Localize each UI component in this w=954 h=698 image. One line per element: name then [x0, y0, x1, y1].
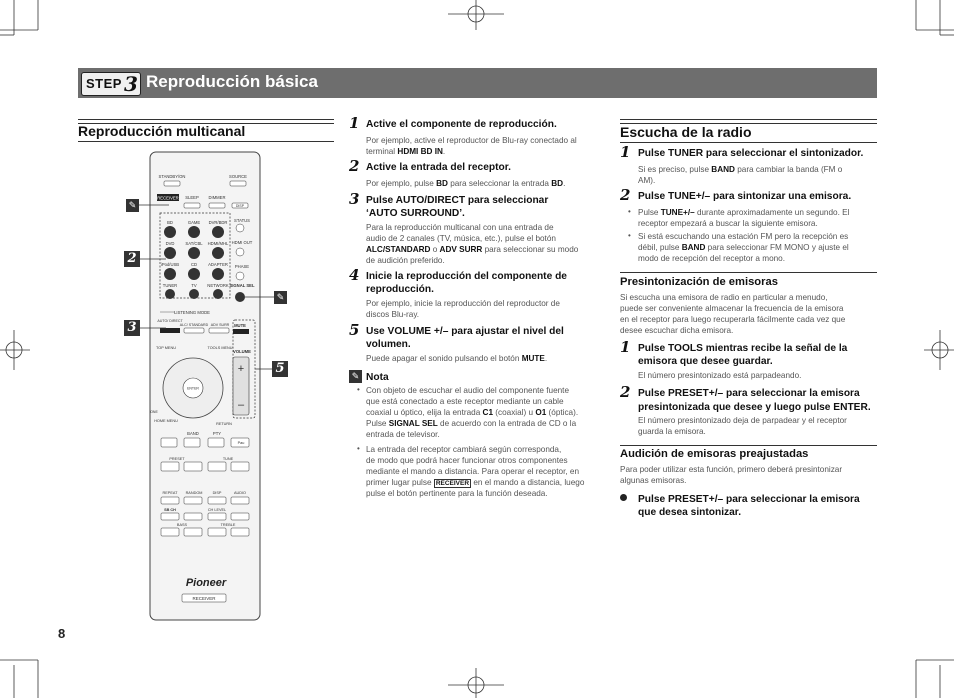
remote-receiver-key: RECEIVER	[157, 195, 179, 201]
callout-2: 2	[124, 251, 140, 267]
remote-input-hdmi: HDMI/MHL	[207, 241, 229, 246]
radio-bullet-2: •	[628, 231, 631, 240]
mid-step5-title-1: Use VOLUME +/– para ajustar el nivel del	[366, 326, 564, 337]
remote-home-menu: HOME MENU	[154, 419, 178, 423]
radio-step2-number: 2	[620, 186, 631, 204]
remote-bass: BASS	[176, 523, 188, 527]
mid-step1-desc: Por ejemplo, active el reproductor de Blu-ray conectado al terminal HDMI BD IN.	[366, 136, 577, 156]
radio-step2-title: Pulse TUNE+/– para sintonizar una emisora.	[638, 191, 852, 202]
mid-step2-title: Active la entrada del receptor.	[366, 162, 511, 173]
mid-step2-desc: Por ejemplo, pulse BD para seleccionar la entrada BD.	[366, 179, 566, 188]
right-section-title: Escucha de la radio	[620, 124, 752, 140]
remote-note-icon-left: ✎	[126, 199, 139, 212]
left-section-title: Reproducción multicanal	[78, 123, 246, 139]
note1-line-2: que está conectado a este receptor mediante un cable	[366, 397, 564, 406]
mid-step1-title: Active el componente de reproducción.	[366, 119, 557, 130]
listen-section-title: Audición de emisoras preajustadas	[620, 448, 809, 460]
listen-rule	[620, 445, 877, 446]
listen-desc-1: Para poder utilizar esta función, primero deberá presintonizar	[620, 465, 843, 474]
remote-input-tv: TV	[191, 283, 197, 288]
remote-audio: AUDIO	[233, 491, 247, 495]
listen-bullet	[620, 494, 627, 501]
preset-step1-number: 1	[620, 338, 631, 356]
remote-brand-logo: Pioneer	[185, 577, 227, 589]
note-bullet-1: •	[357, 385, 360, 394]
radio-b2-line-3: modo de recepción del receptor a mono.	[638, 254, 786, 263]
preset-step1-title-1: Pulse TOOLS mientras recibe la señal de la	[638, 343, 848, 354]
note1-line-5: entrada de televisor.	[366, 430, 440, 439]
remote-input-network: NETWORK	[207, 283, 229, 288]
leader-line-5	[255, 365, 273, 375]
leader-line-left	[139, 200, 169, 210]
note2-line-1: La entrada del receptor cambiará según corresponda,	[366, 445, 562, 454]
remote-repeat: REPEAT	[162, 491, 178, 495]
radio-b2-line-1: Si está escuchando una estación FM pero la recepción es	[638, 232, 849, 241]
preset-desc-4: desee escuchar dicha emisora.	[620, 326, 734, 335]
mid-step3-number: 3	[349, 190, 360, 208]
preset-desc-2: puede ser conveniente almacenar la frecuencia de la emisora	[620, 304, 844, 313]
preset-step2-desc-2: guarda la emisora.	[638, 427, 706, 436]
right-title-underline	[620, 142, 877, 143]
mid-step2-number: 2	[349, 157, 360, 175]
preset-section-title: Presintonización de emisoras	[620, 276, 778, 288]
radio-step1-desc-1: Si es preciso, pulse BAND para cambiar la banda (FM o	[638, 165, 843, 174]
note1-line-3: coaxial u óptico, elija la entrada C1 (coaxial) u O1 (óptica).	[366, 408, 579, 417]
remote-listening-mode-label: LISTENING MODE	[174, 310, 210, 315]
remote-random: RANDOM	[185, 491, 203, 495]
leader-line-right	[245, 292, 275, 302]
preset-desc-3: en el receptor para luego recuperarla fácilmente cada vez que	[620, 315, 846, 324]
listen-desc-2: algunas emisoras.	[620, 476, 687, 485]
preset-step2-number: 2	[620, 383, 631, 401]
radio-step1-number: 1	[620, 143, 631, 161]
radio-b1-line-1: Pulse TUNE+/– durante aproximadamente un segundo. El	[638, 208, 850, 217]
leader-line-3	[140, 324, 166, 334]
remote-tools-menu: TOOLS MENU	[207, 346, 233, 350]
remote-treble: TREBLE	[220, 523, 236, 527]
left-title-rule	[78, 119, 334, 124]
preset-step2-title-1: Pulse PRESET+/– para seleccionar la emisora	[638, 388, 860, 399]
remote-signalsel-label: SIGNAL SEL	[229, 283, 255, 288]
remote-one: ONE	[150, 410, 158, 414]
radio-step1-title: Pulse TUNER para seleccionar el sintonizador.	[638, 148, 864, 159]
radio-b2-line-2: débil, pulse BAND para seleccionar FM MONO y ajuste el	[638, 243, 849, 252]
preset-step2-title-2: presintonizada que desee y luego pulse ENTER.	[638, 402, 871, 413]
preset-step1-title-2: emisora que desee guardar.	[638, 356, 773, 367]
note-bullet-2: •	[357, 444, 360, 453]
step-word: STEP	[86, 76, 122, 91]
remote-hdmiout-label: HDMI OUT	[231, 240, 253, 245]
remote-lm-alc: ALC/ STANDARD	[179, 323, 209, 327]
remote-control-illustration	[120, 150, 270, 622]
mid-step3-desc-4: de audición preferido.	[366, 256, 445, 265]
mid-step3-desc-1: Para la reproducción multicanal con una entrada de	[366, 223, 554, 232]
note-title: Nota	[366, 372, 389, 383]
callout-5: 5	[272, 361, 288, 377]
remote-band-label: BAND	[187, 431, 199, 436]
remote-phase-label: PHASE	[234, 264, 250, 269]
callout-3: 3	[124, 320, 140, 336]
remote-pty-label: PTY	[212, 431, 222, 436]
note1-line-1: Con objeto de escuchar el audio del componente fuente	[366, 386, 570, 395]
listen-step-title-2: que desea sintonizar.	[638, 507, 742, 518]
remote-enter-label: ENTER	[187, 386, 199, 391]
remote-lm-adv: ADV SURR	[210, 323, 230, 327]
mid-step4-desc-1: Por ejemplo, inicie la reproducción del reproductor de	[366, 299, 560, 308]
note2-line-2: de modo que podrá hacer funcionar otros componentes	[366, 456, 568, 465]
preset-rule	[620, 272, 877, 273]
mid-step4-number: 4	[349, 266, 360, 284]
remote-return: RETURN	[216, 422, 232, 426]
preset-desc-1: Si escucha una emisora de radio en particular a menudo,	[620, 293, 828, 302]
remote-tune-label: TUNE	[222, 457, 234, 461]
mid-step5-number: 5	[349, 321, 360, 339]
remote-disp2: DISP	[212, 491, 222, 495]
listen-step-title-1: Pulse PRESET+/– para seleccionar la emisora	[638, 494, 860, 505]
step-badge	[81, 72, 141, 96]
remote-mute-label: MUTE	[234, 323, 246, 328]
mid-step3-desc-3: ALC/STANDARD o ADV SURR para seleccionar su modo	[366, 245, 579, 254]
remote-pause-label: Pau	[237, 441, 245, 445]
step-number: 3	[124, 72, 138, 96]
remote-input-cd: CD	[190, 262, 198, 267]
mid-step3-desc-2: audio de 2 canales (TV, música, etc.), pulse el botón	[366, 234, 556, 243]
radio-bullet-1: •	[628, 207, 631, 216]
remote-input-ipod: iPod/USB	[160, 262, 180, 267]
mid-step3-title-2: ‘AUTO SURROUND’.	[366, 208, 465, 219]
mid-step4-title-1: Inicie la reproducción del componente de	[366, 271, 567, 282]
preset-step1-desc: El número presintonizado está parpadeando.	[638, 371, 802, 380]
mid-step5-desc: Puede apagar el sonido pulsando el botón MUTE.	[366, 354, 548, 363]
remote-lm-auto: AUTO/ DIRECT	[157, 319, 183, 323]
page-number: 8	[58, 626, 66, 641]
remote-dimmer-label: DIMMER	[208, 195, 226, 200]
mid-step5-title-2: volumen.	[366, 339, 411, 350]
remote-sbch: SB CH	[164, 508, 176, 512]
mid-step4-title-2: reproducción.	[366, 284, 434, 295]
remote-source-label: SOURCE	[229, 174, 247, 179]
remote-receiver-button: RECEIVER	[192, 596, 216, 601]
remote-disp-label: DISP	[235, 204, 245, 208]
remote-status-label: STATUS	[234, 218, 250, 223]
remote-input-bd: BD	[167, 220, 173, 225]
remote-preset-label: PRESET	[169, 457, 185, 461]
remote-volume-label: VOLUME	[233, 349, 251, 354]
remote-note-icon-right: ✎	[274, 291, 287, 304]
radio-step1-desc-2: AM).	[638, 176, 656, 185]
note2-line-3: mediante el mando a distancia. Para operar el receptor, en	[366, 467, 580, 476]
remote-chlevel: CH LEVEL	[207, 508, 227, 512]
leader-line-2	[140, 255, 166, 265]
mid-step4-desc-2: discos Blu-ray.	[366, 310, 420, 319]
note2-line-4: primer lugar pulse RECEIVER en el mando a distancia, luego	[366, 478, 585, 487]
note1-line-4: Pulse SIGNAL SEL de acuerdo con la entrada de CD o la	[366, 419, 577, 428]
remote-input-game: GAME	[187, 220, 201, 225]
radio-b1-line-2: receptor empezará a buscar la siguiente emisora.	[638, 219, 818, 228]
remote-input-tuner: TUNER	[162, 283, 178, 288]
remote-vol-plus: +	[237, 363, 245, 375]
note2-line-5: pulse el botón pertinente para la función deseada.	[366, 489, 548, 498]
remote-sleep-label: SLEEP	[185, 195, 199, 200]
remote-input-adapter: ADAPTER	[208, 262, 228, 267]
preset-step2-desc-1: El número presintonizado deja de parpadear y el receptor	[638, 416, 847, 425]
left-title-underline	[78, 141, 334, 142]
note-icon: ✎	[349, 370, 362, 383]
mid-step3-title-1: Pulse AUTO/DIRECT para seleccionar	[366, 195, 549, 206]
header-bar	[78, 68, 877, 98]
remote-input-satcbl: SAT/CBL	[185, 241, 203, 246]
mid-step1-number: 1	[349, 114, 360, 132]
remote-vol-minus: –	[237, 399, 245, 411]
remote-standby-label: STANDBY/ON	[158, 174, 186, 179]
remote-input-dvr: DVR/BDR	[208, 220, 228, 225]
page-title: Reproducción básica	[146, 72, 318, 91]
remote-input-dvd: DVD	[165, 241, 175, 246]
remote-top-menu: TOP MENU	[156, 346, 176, 350]
